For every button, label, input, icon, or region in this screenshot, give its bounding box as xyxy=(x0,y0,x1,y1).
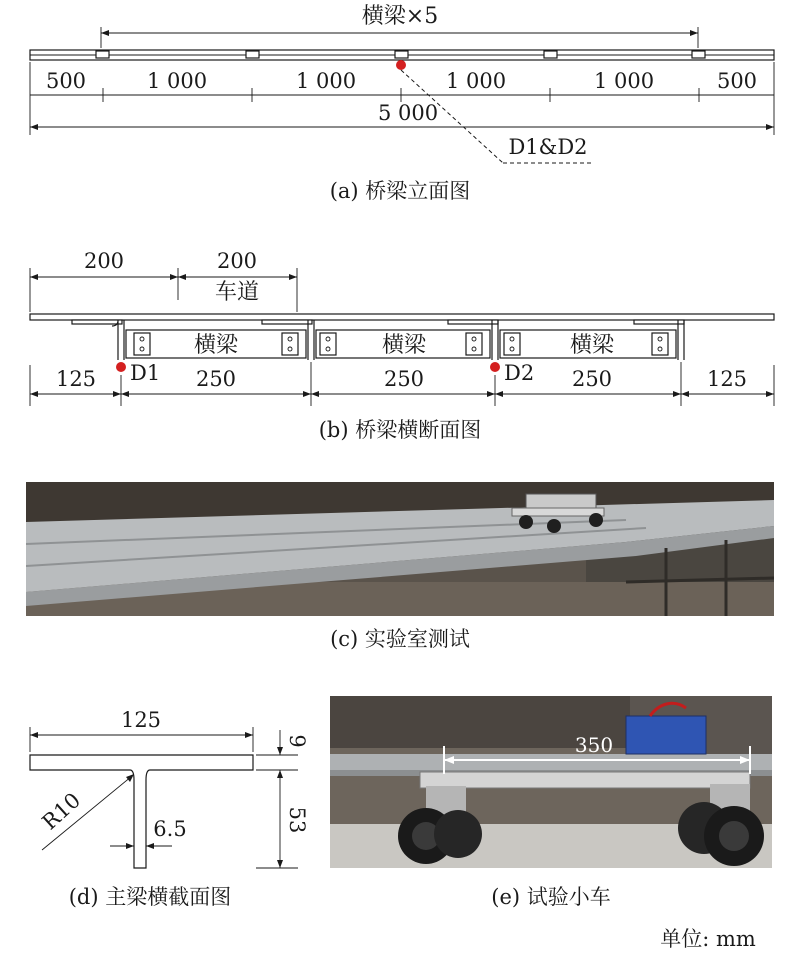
arrowhead xyxy=(121,391,129,397)
arrowhead xyxy=(126,843,134,849)
arrowhead xyxy=(495,391,503,397)
lane-plate xyxy=(634,320,684,324)
arrowhead xyxy=(178,274,186,280)
test-cart-photo xyxy=(330,696,772,868)
sensor-d1-marker xyxy=(116,362,126,372)
arrowhead xyxy=(30,391,38,397)
crossbeam-4 xyxy=(544,51,557,58)
arrowhead xyxy=(101,30,109,36)
arrowhead xyxy=(146,843,154,849)
arrowhead xyxy=(311,391,319,397)
arrowhead xyxy=(487,391,495,397)
dim-bottom-3: 250 xyxy=(383,367,425,391)
crossbeam-3 xyxy=(395,51,408,58)
arrowhead xyxy=(303,391,311,397)
dim-segment-6: 500 xyxy=(716,69,758,93)
sensor-label-d1-d2: D1&D2 xyxy=(508,135,588,159)
sensor-d2-marker xyxy=(490,362,500,372)
arrowhead xyxy=(766,124,774,130)
arrowhead xyxy=(277,860,283,868)
crossbeam-1 xyxy=(96,51,109,58)
arrowhead xyxy=(30,124,38,130)
caption-c: (c) 实验室测试 xyxy=(330,627,470,651)
crossbeam-label-1: 横梁 xyxy=(193,333,239,358)
caption-d: (d) 主梁横截面图 xyxy=(68,885,232,909)
panel-d-t-section xyxy=(30,708,309,909)
dim-flange-width: 125 xyxy=(120,708,162,732)
units-note: 单位: mm xyxy=(660,927,756,951)
dim-segment-4: 1 000 xyxy=(445,69,507,93)
crossbeam-2 xyxy=(246,51,259,58)
dim-bottom-2: 250 xyxy=(195,367,237,391)
arrowhead xyxy=(289,274,297,280)
dim-bottom-1: 125 xyxy=(55,367,97,391)
dim-fillet-radius: R10 xyxy=(37,788,86,835)
dim-segment-1: 500 xyxy=(45,69,87,93)
dim-total: 5 000 xyxy=(377,101,439,125)
arrowhead xyxy=(113,391,121,397)
dim-segment-2: 1 000 xyxy=(146,69,208,93)
dim-top-2: 200 xyxy=(216,249,258,273)
sensor-d1-label: D1 xyxy=(130,361,161,385)
arrowhead xyxy=(30,274,38,280)
arrowhead xyxy=(277,747,283,755)
dim-bottom-5: 125 xyxy=(706,367,748,391)
arrowhead xyxy=(126,774,134,782)
caption-b: (b) 桥梁横断面图 xyxy=(318,418,482,442)
arrowhead xyxy=(170,274,178,280)
dim-web-height: 53 xyxy=(285,806,309,834)
crossbeam-5 xyxy=(692,51,705,58)
dim-web-thickness: 6.5 xyxy=(153,817,187,841)
arrowhead xyxy=(277,770,283,778)
arrowhead xyxy=(766,391,774,397)
arrowhead xyxy=(673,391,681,397)
cart-length-label: 350 xyxy=(574,733,614,757)
caption-a: (a) 桥梁立面图 xyxy=(329,179,471,203)
lane-plate xyxy=(72,320,122,324)
sensor-d2-label: D2 xyxy=(504,361,535,385)
arrowhead xyxy=(690,30,698,36)
lab-test-photo xyxy=(26,482,774,616)
lane-label: 车道 xyxy=(214,280,260,305)
panel-a-elevation xyxy=(30,4,774,203)
arrowhead xyxy=(681,391,689,397)
arrowhead xyxy=(30,732,38,738)
lane-plate xyxy=(448,320,498,324)
panel-b-cross-section xyxy=(30,249,774,442)
arrowhead xyxy=(245,732,253,738)
dim-bottom-4: 250 xyxy=(571,367,613,391)
dim-top-1: 200 xyxy=(83,249,125,273)
dim-segment-5: 1 000 xyxy=(593,69,655,93)
caption-e: (e) 试验小车 xyxy=(491,885,611,909)
dim-flange-thickness: 9 xyxy=(285,734,309,748)
dim-segment-3: 1 000 xyxy=(295,69,357,93)
lane-plate xyxy=(262,320,312,324)
bridge-deck-section xyxy=(30,314,774,320)
sensor-marker-midspan xyxy=(396,60,406,70)
crossbeam-label-3: 横梁 xyxy=(569,333,615,358)
crossbeam-count-label: 横梁×5 xyxy=(361,4,439,29)
crossbeam-label-2: 横梁 xyxy=(381,333,427,358)
